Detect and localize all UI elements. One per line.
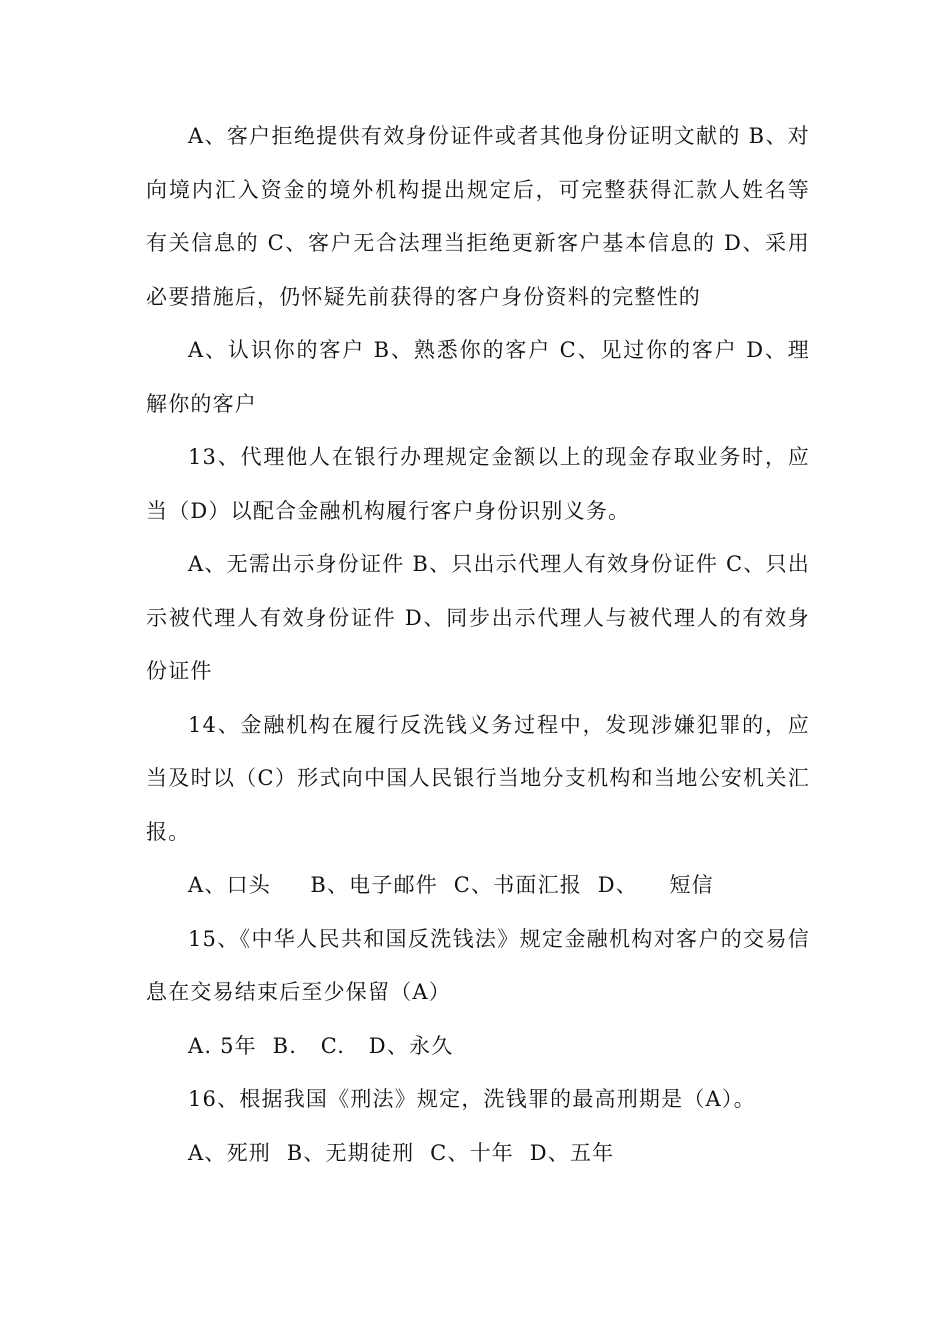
answer-options-14: A、口头 B、电子邮件 C、书面汇报 D、 短信 bbox=[188, 873, 714, 897]
question-14: 14、金融机构在履行反洗钱义务过程中，发现涉嫌犯罪的，应当及时以（C）形式向中国人民银行当地分支机构和当地公安机关汇报。 bbox=[146, 712, 810, 844]
question-16: 16、根据我国《刑法》规定，洗钱罪的最高刑期是（A）。 bbox=[188, 1087, 756, 1111]
answer-options-12: A、客户拒绝提供有效身份证件或者其他身份证明文献的 B、对向境内汇入资金的境外机构提出规定后，可完整获得汇款人姓名等有关信息的 C、客户无合法理当拒绝更新客户基本信息的 D、采用必要措施后，仍怀疑先前获得的客户身份资料的完整性的 bbox=[146, 124, 810, 309]
question-15: 15、《中华人民共和国反洗钱法》规定金融机构对客户的交易信息在交易结束后至少保留（A） bbox=[146, 926, 810, 1004]
answer-options-know-customer: A、认识你的客户 B、熟悉你的客户 C、见过你的客户 D、理解你的客户 bbox=[146, 338, 810, 416]
answer-options-13: A、无需出示身份证件 B、只出示代理人有效身份证件 C、只出示被代理人有效身份证件 D、同步出示代理人与被代理人的有效身份证件 bbox=[146, 552, 810, 683]
answer-options-15: A. 5年 B. C. D、永久 bbox=[188, 1033, 454, 1058]
document-body bbox=[146, 110, 810, 1180]
answer-options-16: A、死刑 B、无期徒刑 C、十年 D、五年 bbox=[188, 1140, 615, 1165]
question-13: 13、代理他人在银行办理规定金额以上的现金存取业务时，应当（D）以配合金融机构履行客户身份识别义务。 bbox=[146, 445, 810, 523]
